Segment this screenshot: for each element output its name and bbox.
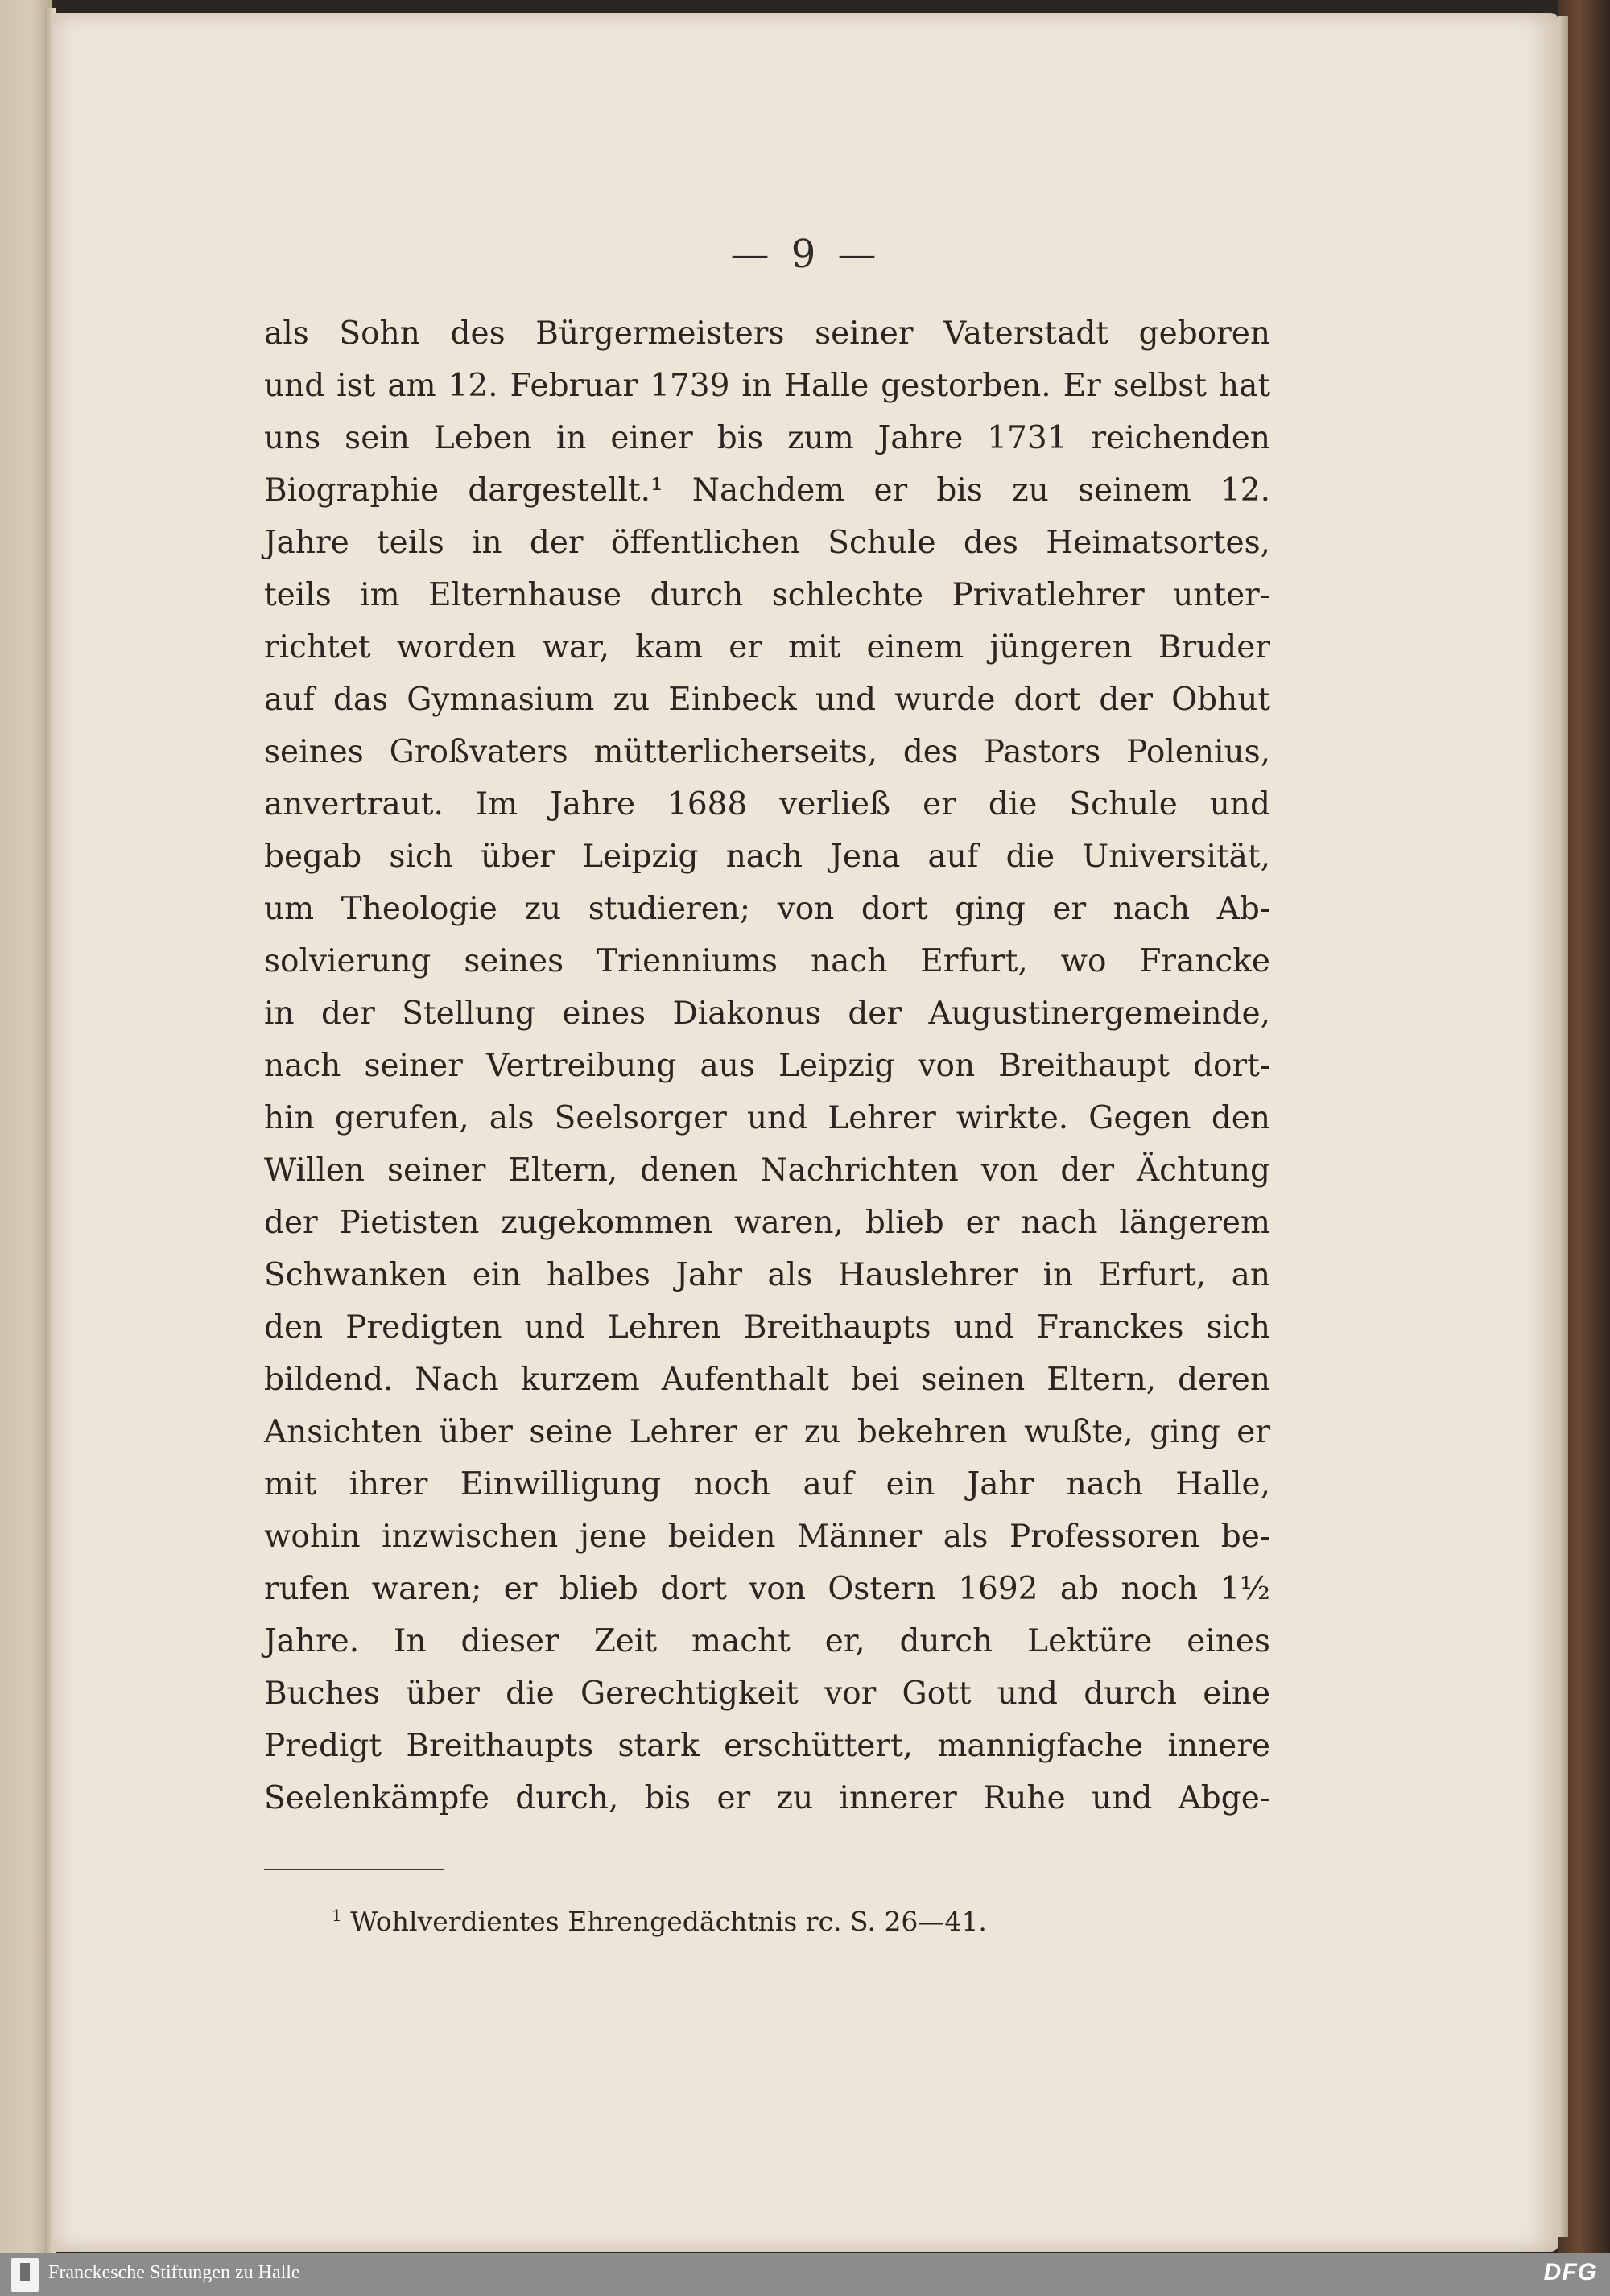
text-line: Jahre. In dieser Zeit macht er, durch Lektüre eines <box>264 1623 1270 1659</box>
text-line: Buches über die Gerechtigkeit vor Gott und durch eine <box>264 1676 1270 1712</box>
footer-credit: Franckesche Stiftungen zu Halle <box>48 2262 300 2283</box>
text-line: Seelenkämpfe durch, bis er zu innerer Ruhe und Abge- <box>264 1780 1270 1816</box>
text-line: Biographie dargestellt.¹ Nachdem er bis zu seinem 12. <box>264 472 1270 509</box>
text-line: Willen seiner Eltern, denen Nachrichten von der Ächtung <box>264 1152 1270 1189</box>
text-line: in der Stellung eines Diakonus der Augustinergemeinde, <box>264 995 1270 1032</box>
text-line: nach seiner Vertreibung aus Leipzig von Breithaupt dort- <box>264 1048 1270 1084</box>
text-line: hin gerufen, als Seelsorger und Lehrer wirkte. Gegen den <box>264 1100 1270 1136</box>
text-line: seines Großvaters mütterlicherseits, des Pastors Polenius, <box>264 734 1270 770</box>
text-line: solvierung seines Trienniums nach Erfurt, wo Francke <box>264 943 1270 979</box>
text-line: Jahre teils in der öffentlichen Schule des Heimatsortes, <box>264 525 1270 561</box>
book-cover-right <box>1558 0 1610 2253</box>
page-stack-edge <box>1558 16 1568 2237</box>
institution-logo-icon <box>11 2258 39 2292</box>
footnote <box>332 1906 987 1937</box>
text-line: Schwanken ein halbes Jahr als Hauslehrer in Erfurt, an <box>264 1257 1270 1293</box>
footnote-text: Wohlverdientes Ehrengedächtnis rc. S. 26—41. <box>350 1906 987 1937</box>
text-line: begab sich über Leipzig nach Jena auf die Universität, <box>264 839 1270 875</box>
body-text <box>264 307 1270 1824</box>
text-line: anvertraut. Im Jahre 1688 verließ er die Schule und <box>264 786 1270 822</box>
text-line: um Theologie zu studieren; von dort ging er nach Ab- <box>264 891 1270 927</box>
text-line: den Predigten und Lehren Breithaupts und Franckes sich <box>264 1309 1270 1346</box>
text-line: bildend. Nach kurzem Aufenthalt bei seinen Eltern, deren <box>264 1362 1270 1398</box>
text-line: teils im Elternhause durch schlechte Privatlehrer unter- <box>264 577 1270 613</box>
text-line: wohin inzwischen jene beiden Männer als Professoren be- <box>264 1519 1270 1555</box>
footnote-rule <box>264 1869 444 1870</box>
book-left-edge <box>0 0 52 2296</box>
text-line: auf das Gymnasium zu Einbeck und wurde dort der Obhut <box>264 682 1270 718</box>
text-line: Ansichten über seine Lehrer er zu bekehren wußte, ging er <box>264 1414 1270 1450</box>
text-line: und ist am 12. Februar 1739 in Halle gestorben. Er selbst hat <box>264 368 1270 404</box>
text-line: rufen waren; er blieb dort von Ostern 1692 ab noch 1½ <box>264 1571 1270 1607</box>
text-line: Predigt Breithaupts stark erschüttert, mannigfache innere <box>264 1728 1270 1764</box>
dfg-logo: DFG <box>1543 2259 1597 2286</box>
text-line: als Sohn des Bürgermeisters seiner Vaterstadt geboren <box>264 315 1270 352</box>
text-line: mit ihrer Einwilligung noch auf ein Jahr nach Halle, <box>264 1466 1270 1502</box>
page-number: — 9 — <box>730 232 881 277</box>
text-line: der Pietisten zugekommen waren, blieb er nach längerem <box>264 1205 1270 1241</box>
text-line: richtet worden war, kam er mit einem jüngeren Bruder <box>264 629 1270 666</box>
footnote-marker: 1 <box>332 1906 342 1925</box>
text-line: uns sein Leben in einer bis zum Jahre 1731 reichenden <box>264 420 1270 456</box>
